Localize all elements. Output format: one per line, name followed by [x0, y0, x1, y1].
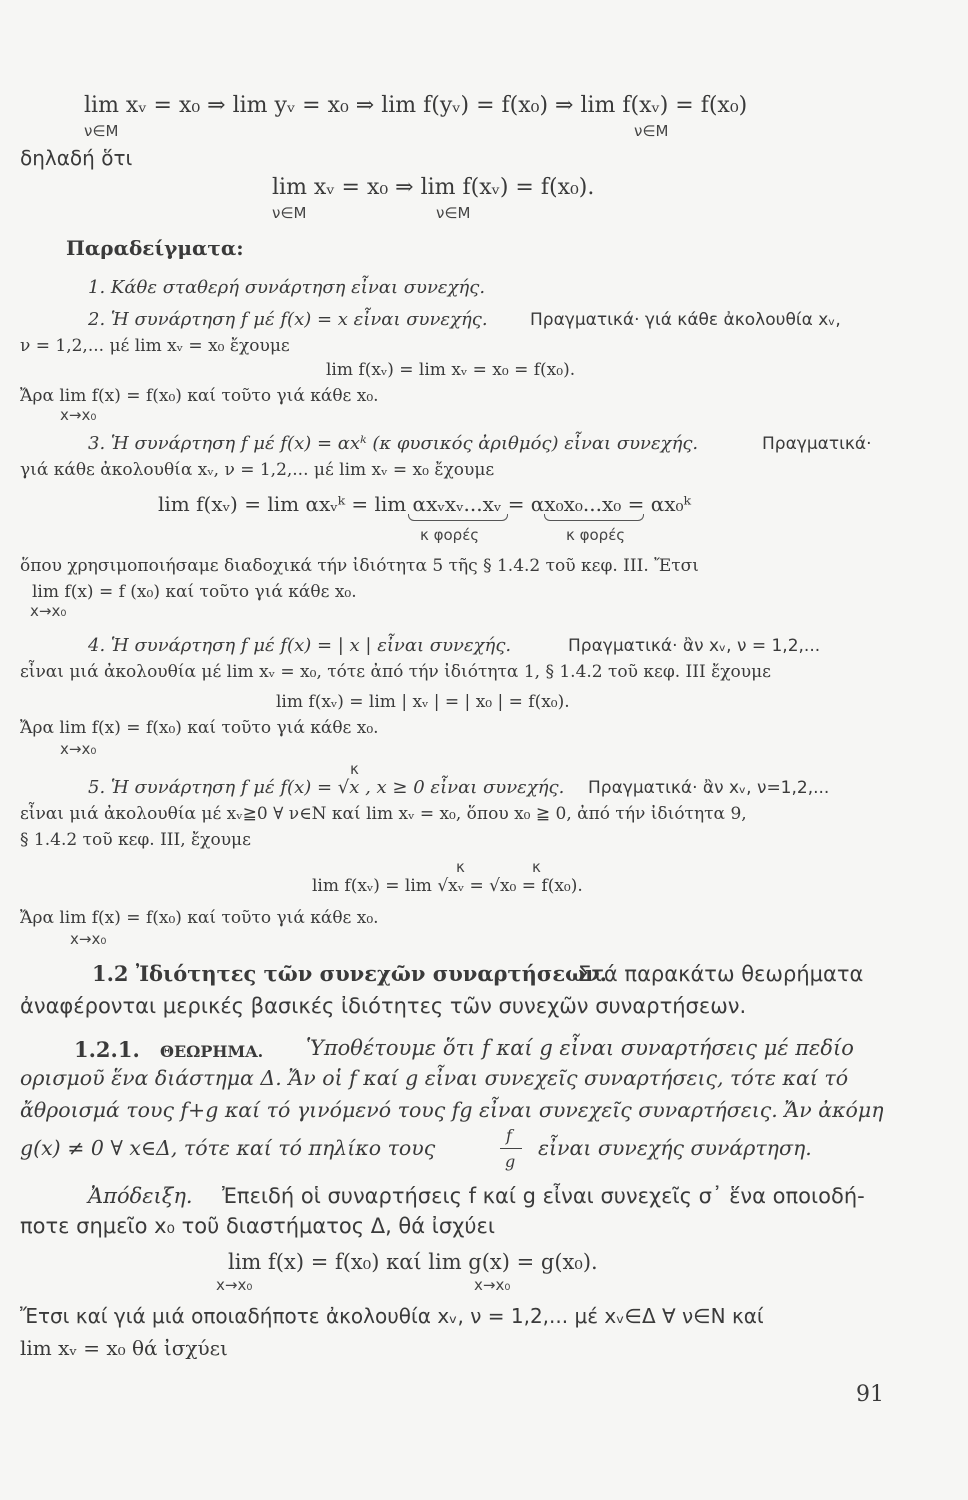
example-1: 1. Κάθε σταθερή συνάρτηση εἶναι συνεχής.: [88, 277, 486, 298]
underbrace-2-label: κ φορές: [566, 526, 626, 544]
fraction-numerator: f: [506, 1126, 512, 1145]
section-intro-1: Στά παρακάτω θεωρήματα: [578, 962, 864, 986]
example-5-root-index: κ: [350, 760, 359, 778]
proof-line-2: ποτε σημεῖο x₀ τοῦ διαστήματος Δ, θά ἰσχύει: [20, 1214, 495, 1238]
underbrace-1: [408, 514, 508, 521]
formula-line-1: lim xᵥ = x₀ ⇒ lim yᵥ = x₀ ⇒ lim f(yᵥ) = f(x₀) ⇒ lim f(xᵥ) = f(x₀): [84, 93, 748, 118]
theorem-line-3: ἄθροισμά τους f+g καί τό γινόμενό τους fg εἶναι συνεχεῖς συναρτήσεις. Ἄν ἀκόμη: [20, 1098, 884, 1122]
theorem-line-4-end: εἶναι συνεχής συνάρτηση.: [538, 1136, 812, 1160]
theorem-label: ΘΕΩΡΗΜΑ.: [160, 1042, 264, 1061]
formula-1-subscript-b: ν∈M: [634, 122, 669, 140]
proof-label: Ἀπόδειξη.: [88, 1184, 193, 1208]
example-3-limit-subscript: x→x₀: [30, 602, 67, 620]
underbrace-1-label: κ φορές: [420, 526, 480, 544]
fraction-denominator: g: [505, 1152, 516, 1171]
example-2-statement: 2. Ἡ συνάρτηση f μέ f(x) = x εἶναι συνεχής.: [88, 309, 488, 330]
example-4-proof-start: Πραγματικά· ἂν xᵥ, ν = 1,2,...: [568, 636, 821, 656]
proof-limits: lim f(x) = f(x₀) καί lim g(x) = g(x₀).: [228, 1250, 598, 1274]
formula-1-subscript-a: ν∈M: [84, 122, 119, 140]
theorem-line-2: ορισμοῦ ἕνα διάστημα Δ. Ἄν οἱ f καί g εἶναι συνεχεῖς συναρτήσεις, τότε καί τό: [20, 1066, 849, 1090]
example-2-limit: lim f(xᵥ) = lim xᵥ = x₀ = f(x₀).: [326, 360, 576, 380]
example-4-limit: lim f(xᵥ) = lim | xᵥ | = | x₀ | = f(x₀).: [276, 692, 570, 712]
example-5-proof-start: Πραγματικά· ἂν xᵥ, ν=1,2,...: [588, 778, 830, 798]
example-2-sequence: ν = 1,2,... μέ lim xᵥ = x₀ ἔχουμε: [20, 336, 290, 356]
example-5-sequence: εἶναι μιά ἀκολουθία μέ xᵥ≧0 ∀ ν∈N καί lim xᵥ = x₀, ὅπου x₀ ≧ 0, ἀπό τήν ἰδιότητα 9,: [20, 804, 747, 824]
example-5-reference: § 1.4.2 τοῦ κεφ. III, ἔχουμε: [20, 830, 251, 850]
example-3-statement: 3. Ἡ συνάρτηση f μέ f(x) = αxᵏ (κ φυσικός ἀριθμός) εἶναι συνεχής.: [88, 433, 699, 454]
example-3-sequence: γιά κάθε ἀκολουθία xᵥ, ν = 1,2,... μέ lim xᵥ = x₀ ἔχουμε: [20, 460, 495, 480]
proof-line-1: Ἐπειδή οἱ συναρτήσεις f καί g εἶναι συνεχεῖς σ᾽ ἕνα οποιοδή-: [222, 1184, 865, 1208]
example-5-conclusion: Ἄρα lim f(x) = f(x₀) καί τοῦτο γιά κάθε x₀.: [20, 908, 379, 928]
section-title: 1.2 Ἰδιότητες τῶν συνεχῶν συναρτήσεων.: [92, 961, 607, 986]
example-2-proof-start: Πραγματικά· γιά κάθε ἀκολουθία xᵥ,: [530, 310, 841, 330]
example-3-note: ὅπου χρησιμοποιήσαμε διαδοχικά τήν ἰδιότητα 5 τῆς § 1.4.2 τοῦ κεφ. III. Ἔτσι: [20, 556, 699, 576]
example-5-root-index-2: κ: [532, 858, 541, 876]
example-4-conclusion: Ἄρα lim f(x) = f(x₀) καί τοῦτο γιά κάθε x₀.: [20, 718, 379, 738]
theorem-line-1: Ὑποθέτουμε ὅτι f καί g εἶναι συναρτήσεις μέ πεδίο: [306, 1036, 854, 1060]
fraction-bar: [500, 1148, 522, 1149]
example-4-statement: 4. Ἡ συνάρτηση f μέ f(x) = | x | εἶναι συνεχής.: [88, 635, 512, 656]
example-5-limit: lim f(xᵥ) = lim √xᵥ = √x₀ = f(x₀).: [312, 876, 583, 896]
example-5-limit-subscript: x→x₀: [70, 930, 107, 948]
example-2-conclusion: Ἄρα lim f(x) = f(x₀) καί τοῦτο γιά κάθε x₀.: [20, 386, 379, 406]
underbrace-2: [544, 514, 644, 521]
proof-line-4: Ἔτσι καί γιά μιά οποιαδήποτε ἀκολουθία xᵥ, ν = 1,2,... μέ xᵥ∈Δ ∀ ν∈N καί: [20, 1304, 764, 1328]
proof-limit-subscript-1: x→x₀: [216, 1276, 253, 1294]
example-4-limit-subscript: x→x₀: [60, 740, 97, 758]
section-intro-2: ἀναφέρονται μερικές βασικές ἰδιότητες τῶν συνεχῶν συναρτήσεων.: [20, 994, 747, 1018]
formula-2-subscript-b: ν∈M: [436, 204, 471, 222]
example-3-proof-start: Πραγματικά·: [762, 434, 872, 454]
theorem-line-4: g(x) ≠ 0 ∀ x∈Δ, τότε καί τό πηλίκο τους: [20, 1136, 436, 1160]
example-5-statement: 5. Ἡ συνάρτηση f μέ f(x) = √x , x ≥ 0 εἶναι συνεχής.: [88, 777, 565, 798]
formula-line-2: lim xᵥ = x₀ ⇒ lim f(xᵥ) = f(x₀).: [272, 175, 595, 200]
example-2-limit-subscript: x→x₀: [60, 406, 97, 424]
examples-heading: Παραδείγματα:: [66, 236, 244, 260]
formula-2-subscript-a: ν∈M: [272, 204, 307, 222]
proof-limit-subscript-2: x→x₀: [474, 1276, 511, 1294]
proof-line-5: lim xᵥ = x₀ θά ἰσχύει: [20, 1336, 228, 1360]
example-3-conclusion: lim f(x) = f (x₀) καί τοῦτο γιά κάθε x₀.: [32, 582, 357, 602]
text-dilladi: δηλαδή ὅτι: [20, 146, 133, 170]
example-4-sequence: εἶναι μιά ἀκολουθία μέ lim xᵥ = x₀, τότε ἀπό τήν ἰδιότητα 1, § 1.4.2 τοῦ κεφ. III ἔχουμε: [20, 662, 771, 682]
example-3-limit: lim f(xᵥ) = lim αxᵥᵏ = lim αxᵥxᵥ...xᵥ = αx₀x₀...x₀ = αx₀ᵏ: [158, 492, 691, 516]
example-5-root-index-1: κ: [456, 858, 465, 876]
theorem-number: 1.2.1.: [74, 1037, 140, 1062]
page-number: 91: [856, 1382, 884, 1407]
